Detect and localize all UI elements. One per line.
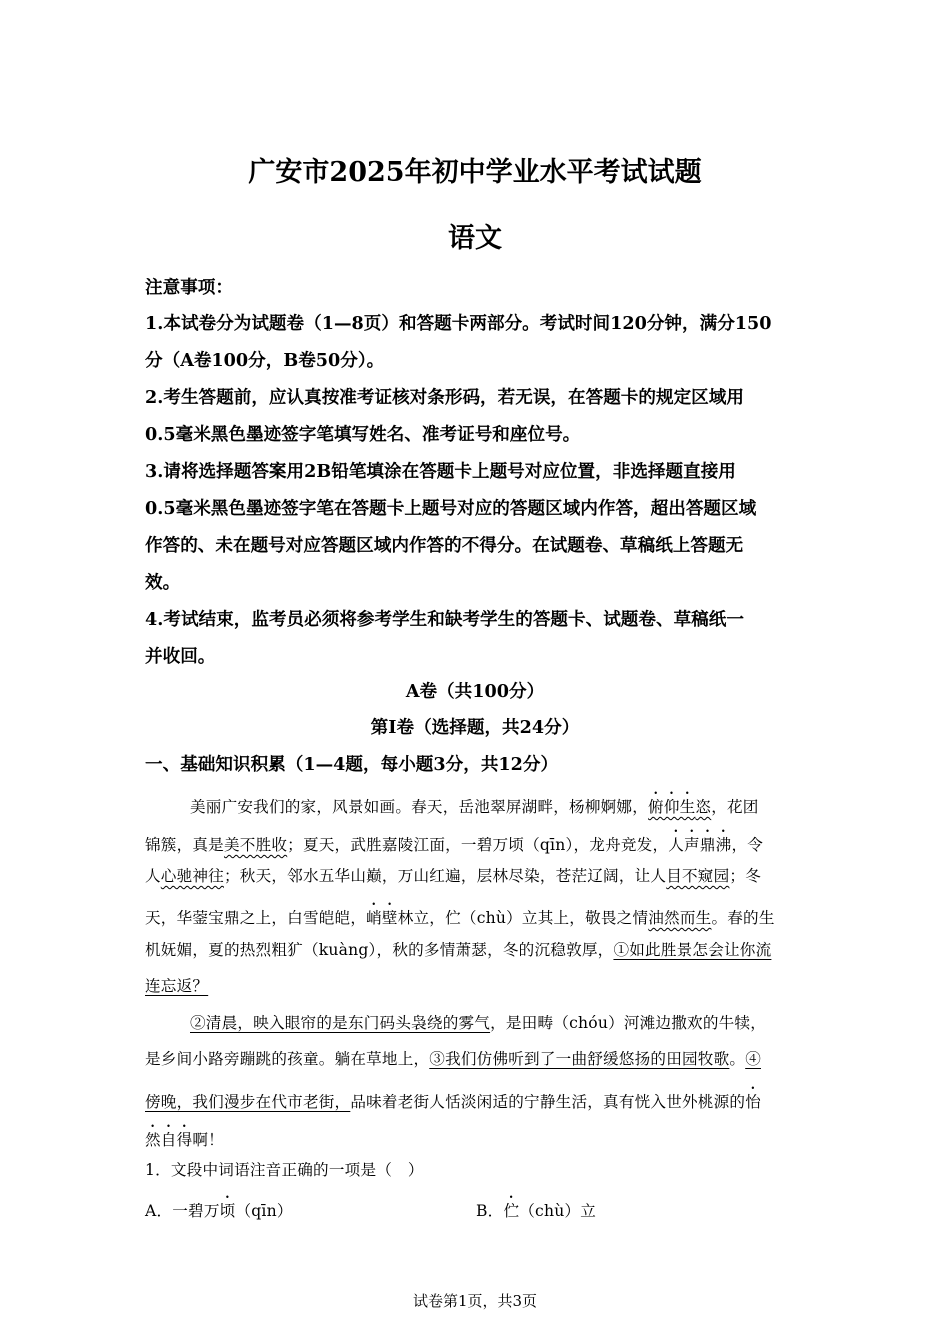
underlined-sentence-1: 连忘返？ — [145, 977, 209, 995]
wavy-underline-word: 油然而生 — [648, 909, 712, 927]
notice-line: 4.考试结束，监考员必须将参考学生和缺考学生的答题卡、试题卷、草稿纸一 — [145, 609, 744, 630]
passage-line: 人心驰神往；秋天，邻水五华山巅，万山红遍，层林尽染，苍茫辽阔，让人目不窥园；冬 — [145, 867, 761, 885]
notice-line: 1.本试卷分为试题卷（1—8页）和答题卡两部分。考试时间120分钟，满分150 — [145, 313, 772, 334]
passage-line: 锦簇，真是美不胜收；夏天，武胜嘉陵江面，一碧万顷（qīn），龙舟竞发，人声鼎沸，令 — [145, 836, 764, 854]
notice-heading: 注意事项： — [145, 277, 233, 298]
underlined-sentence-1: ①如此胜景怎会让你流 — [613, 941, 772, 959]
section-1-heading: 一、基础知识积累（1—4题，每小题3分，共12分） — [145, 754, 559, 775]
notice-line: 3.请将选择题答案用2B铅笔填涂在答题卡上题号对应位置，非选择题直接用 — [145, 461, 736, 482]
exam-title: 广安市2025年初中学业水平考试试题 — [248, 157, 702, 188]
wavy-underline-word: 俯仰生恣 — [648, 798, 712, 816]
underlined-sentence-2: ②清晨，映入眼帘的是东门码头袅绕的雾气 — [190, 1014, 491, 1032]
passage-line: 然自得啊！ — [145, 1131, 224, 1149]
notice-line: 2.考生答题前，应认真按准考证核对条形码，若无误，在答题卡的规定区域用 — [145, 387, 744, 408]
passage-line: 傍晚，我们漫步在代市老街，品味着老街人恬淡闲适的宁静生活，真有恍入世外桃源的怡 — [145, 1093, 761, 1111]
notice-line: 并收回。 — [145, 646, 216, 667]
passage-line — [145, 974, 208, 996]
question-1-option-b[interactable]: B．伫（chù）立 — [476, 1202, 597, 1220]
notice-line: 0.5毫米黑色墨迹签字笔填写姓名、准考证号和座位号。 — [145, 424, 581, 445]
question-1-option-a[interactable]: A．一碧万顷（qīn） — [145, 1202, 293, 1220]
underlined-sentence-4: 傍晚，我们漫步在代市老街， — [145, 1093, 351, 1111]
underlined-sentence-4: ④ — [745, 1050, 761, 1068]
notice-line: 0.5毫米黑色墨迹签字笔在答题卡上题号对应的答题区域内作答，超出答题区域 — [145, 498, 757, 519]
wavy-underline-word: 美不胜收 — [223, 836, 288, 854]
notice-line: 作答的、未在题号对应答题区域内作答的不得分。在试题卷、草稿纸上答题无 — [145, 535, 744, 556]
question-1-stem: 1．文段中词语注音正确的一项是（ ） — [145, 1161, 424, 1179]
part-a-heading: A卷（共100分） — [405, 681, 545, 702]
passage-line: 天，华蓥宝鼎之上，白雪皑皑，峭壁林立，伫（chù）立其上，敬畏之情油然而生。春的生 — [145, 909, 775, 927]
underlined-sentence-3: ③我们仿佛听到了一曲舒缓悠扬的田园牧歌 — [429, 1050, 730, 1068]
dotted-word: 然自得 — [145, 1131, 193, 1149]
notice-line: 分（A卷100分，B卷50分）。 — [145, 350, 385, 371]
wavy-underline-word: 目不窥园 — [666, 867, 730, 885]
passage-line: 美丽广安我们的家，风景如画。春天，岳池翠屏湖畔，杨柳婀娜，俯仰生恣，花团 — [190, 798, 759, 816]
passage-line: 机妩媚，夏的热烈粗犷（kuàng），秋的多情萧瑟，冬的沉稳敦厚，①如此胜景怎会让你流 — [145, 941, 772, 959]
dotted-word: 峭壁 — [366, 909, 398, 927]
passage-line: 是乡间小路旁蹦跳的孩童。躺在草地上，③我们仿佛听到了一曲舒缓悠扬的田园牧歌。④ — [145, 1050, 761, 1068]
page-footer: 试卷第1页，共3页 — [412, 1292, 538, 1310]
dotted-word: 人声鼎沸 — [668, 836, 732, 854]
wavy-underline-word: 心驰神往 — [160, 867, 224, 885]
volume-1-heading: 第Ⅰ卷（选择题，共24分） — [370, 717, 580, 738]
notice-line: 效。 — [145, 572, 181, 593]
passage-line: ②清晨，映入眼帘的是东门码头袅绕的雾气，是田畴（chóu）河滩边撒欢的牛犊， — [190, 1014, 767, 1032]
dotted-word: 怡 — [745, 1093, 761, 1111]
subject-title: 语文 — [448, 223, 502, 254]
